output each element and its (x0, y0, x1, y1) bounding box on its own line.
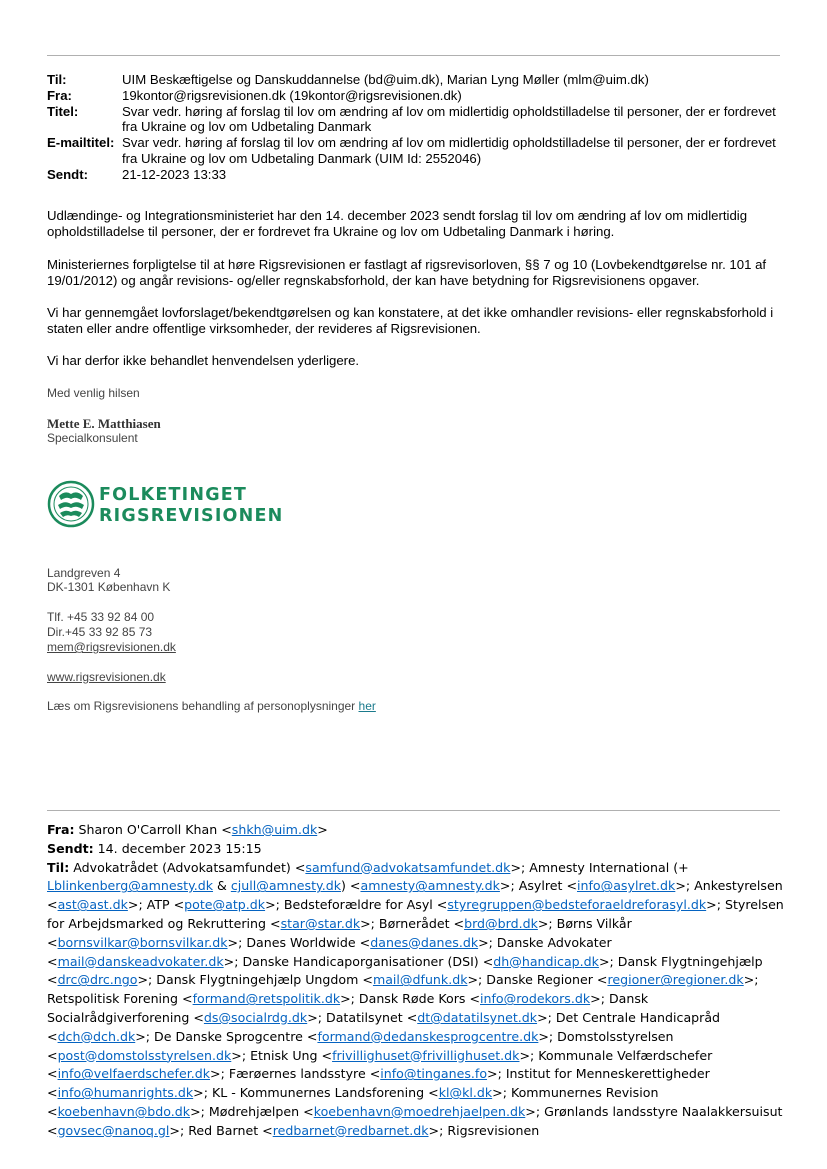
recipient-text: >; Børns Vilkår < (47, 915, 632, 950)
forward-from-end: > (317, 822, 328, 837)
forward-from-email[interactable]: shkh@uim.dk (231, 822, 318, 837)
body-paragraph-4: Vi har derfor ikke behandlet henvendelsen yderligere. (47, 353, 360, 368)
recipient-email-link[interactable]: formand@retspolitik.dk (192, 991, 341, 1007)
recipient-email-link[interactable]: koebenhavn@bdo.dk (57, 1103, 191, 1119)
recipient-text: >; Institut for Menneskerettigheder < (47, 1066, 710, 1101)
to-row (47, 72, 787, 88)
recipient-email-link[interactable]: redbarnet@redbarnet.dk (272, 1122, 429, 1138)
recipient-text: >; Mødrehjælpen < (190, 1103, 314, 1119)
recipient-email-link[interactable]: bornsvilkar@bornsvilkar.dk (57, 934, 228, 950)
recipient-text: >; Kommunale Velfærdschefer < (47, 1047, 713, 1082)
recipient-email-link[interactable]: drc@drc.ngo (57, 972, 138, 988)
title-value: Svar vedr. høring af forslag til lov om ændring af lov om midlertidig opholdstilladelse til personer, der er fordrevet fra Ukraine og lov om Udbetaling Danmark (122, 103, 776, 135)
recipient-email-link[interactable]: cjull@amnesty.dk (230, 878, 342, 894)
recipient-email-link[interactable]: danes@danes.dk (370, 934, 479, 950)
body-paragraph-1: Udlændinge- og Integrationsministeriet har den 14. december 2023 sendt forslag til lov om ændring af lov om midlertidig opholdstilladelse til personer, der er fordrevet fra Ukraine og lov om Udbetaling Danmark i høring. (47, 208, 748, 239)
privacy-text: Læs om Rigsrevisionens behandling af personoplysninger (47, 699, 359, 713)
recipient-text: >; Børnerådet < (360, 915, 465, 931)
forward-from-label: Fra: (47, 822, 75, 837)
recipient-email-link[interactable]: regioner@regioner.dk (607, 972, 744, 988)
forward-divider (47, 810, 780, 811)
body-paragraph-3: Vi har gennemgået lovforslaget/bekendtgørelsen og kan konstatere, at det ikke omhandler revisions- eller regnskabsforhold i staten eller andre offentlige virksomheder, der revideres af Rigsrevisionen. (47, 305, 774, 336)
title-label: Titel: (47, 103, 79, 119)
from-label: Fra: (47, 87, 72, 103)
forward-sent-value: 14. december 2023 15:15 (93, 840, 262, 856)
recipient-email-link[interactable]: dch@dch.dk (57, 1028, 136, 1044)
recipient-text: >; Red Barnet < (169, 1122, 273, 1138)
privacy-notice (47, 699, 376, 713)
greeting: Med venlig hilsen (47, 386, 140, 400)
signer-email-link[interactable]: mem@rigsrevisionen.dk (47, 640, 176, 654)
recipient-email-link[interactable]: pote@atp.dk (184, 897, 266, 913)
recipient-text: >; Asylret < (499, 878, 577, 894)
address-city: DK-1301 København K (47, 580, 171, 594)
recipient-email-link[interactable]: dh@handicap.dk (493, 953, 599, 969)
recipient-text: >; Danske Handicaporganisationer (DSI) < (223, 953, 494, 969)
forward-to-label: Til: (47, 859, 70, 875)
body-paragraph-2: Ministeriernes forpligtelse til at høre Rigsrevisionen er fastlagt af rigsrevisorloven, §§ 7 og 10 (Lovbekendtgørelse nr. 101 af 19/01/2012) og angår revisions- og/eller regnskabsforhold, der kan have betydning for Rigsrevisionens opgaver. (47, 257, 767, 288)
phone-number: Tlf. +45 33 92 84 00 (47, 610, 155, 624)
recipient-text: >; Bedsteforældre for Asyl < (265, 897, 448, 913)
email-title-value: Svar vedr. høring af forslag til lov om ændring af lov om midlertidig opholdstilladelse til personer, der er fordrevet fra Ukraine og lov om Udbetaling Danmark (UIM Id: 2552046) (122, 135, 776, 166)
recipient-text: >; Dansk Flygtningehjælp < (47, 953, 763, 988)
forward-from-line (47, 821, 787, 840)
recipient-email-link[interactable]: dt@datatilsynet.dk (417, 1009, 538, 1025)
recipient-email-link[interactable]: star@star.dk (280, 915, 361, 931)
recipient-email-link[interactable]: post@domstolsstyrelsen.dk (57, 1047, 232, 1063)
recipient-email-link[interactable]: govsec@nanoq.gl (57, 1122, 170, 1138)
recipient-email-link[interactable]: mail@dfunk.dk (372, 972, 468, 988)
website-link-wrap (47, 670, 166, 684)
forward-sent-line (47, 840, 787, 859)
recipient-email-link[interactable]: ds@socialrdg.dk (203, 1009, 308, 1025)
recipient-trailing: >; Rigsrevisionen (428, 1122, 540, 1138)
forward-sent-label: Sendt: (47, 840, 94, 856)
signer-name: Mette E. Matthiasen (47, 416, 161, 431)
recipient-text: >; Kommunernes Revision < (47, 1085, 659, 1119)
crest-icon (47, 480, 95, 528)
website-link[interactable]: www.rigsrevisionen.dk (47, 670, 166, 684)
rigsrevisionen-logo (47, 480, 287, 532)
email-link-wrap (47, 640, 176, 654)
recipient-email-link[interactable]: frivillighuset@frivillighuset.dk (332, 1047, 520, 1063)
recipient-text: >; Færøernes landsstyre < (210, 1066, 381, 1082)
recipient-email-link[interactable]: formand@dedanskesprogcentre.dk (317, 1028, 539, 1044)
recipient-email-link[interactable]: kl@kl.dk (438, 1085, 493, 1101)
recipient-text: >; Datatilsynet < (307, 1009, 418, 1025)
recipient-text: >; Grønlands landsstyre Naalakkersuisut < (47, 1103, 783, 1138)
recipient-email-link[interactable]: info@rodekors.dk (480, 991, 591, 1007)
sent-row (47, 167, 787, 183)
direct-phone: Dir.+45 33 92 85 73 (47, 625, 153, 639)
title-row (47, 104, 787, 136)
forward-from-name: Sharon O'Carroll Khan < (74, 822, 232, 837)
email-title-label: E-mailtitel: (47, 135, 115, 151)
recipient-text: >; Danes Worldwide < (227, 934, 371, 950)
recipient-text: >; KL - Kommunernes Landsforening < (193, 1085, 439, 1101)
to-value: UIM Beskæftigelse og Danskuddannelse (bd@uim.dk), Marian Lyng Møller (mlm@uim.dk) (122, 72, 649, 87)
sent-value: 21-12-2023 13:33 (122, 166, 227, 182)
recipient-text: Advokatrådet (Advokatsamfundet) < (69, 859, 306, 875)
recipient-text: >; Amnesty International (+ (510, 859, 689, 875)
recipient-email-link[interactable]: samfund@advokatsamfundet.dk (305, 859, 511, 875)
recipient-text: >; Dansk Røde Kors < (340, 991, 480, 1007)
top-divider (47, 55, 780, 56)
recipient-email-link[interactable]: info@tinganes.fo (380, 1066, 488, 1082)
recipient-email-link[interactable]: info@humanrights.dk (57, 1085, 194, 1101)
recipient-text: >; Danske Advokater < (47, 934, 612, 969)
address-street: Landgreven 4 (47, 566, 121, 580)
recipient-text: >; Dansk Socialrådgiverforening < (47, 991, 649, 1025)
recipient-text: ) < (341, 878, 361, 894)
recipient-text: >; Domstolsstyrelsen < (47, 1028, 674, 1063)
email-title-row (47, 135, 787, 167)
recipient-email-link[interactable]: brd@brd.dk (464, 915, 538, 931)
recipient-email-link[interactable]: koebenhavn@moedrehjaelpen.dk (313, 1103, 526, 1119)
from-value: 19kontor@rigsrevisionen.dk (19kontor@rigsrevisionen.dk) (122, 87, 462, 103)
from-row (47, 88, 787, 104)
recipient-email-link[interactable]: info@asylret.dk (577, 878, 676, 894)
email-header (47, 72, 787, 183)
recipient-email-link[interactable]: amnesty@amnesty.dk (360, 878, 500, 894)
logo-line-1: FOLKETINGET (99, 485, 248, 505)
recipient-text: >; Etnisk Ung < (231, 1047, 333, 1063)
logo-wordmark (99, 485, 283, 527)
recipient-text: & (213, 878, 231, 894)
privacy-link[interactable]: her (358, 699, 376, 713)
logo-line-2: RIGSREVISIONEN (99, 506, 284, 526)
recipient-text: >; Dansk Flygtningehjælp Ungdom < (137, 972, 373, 988)
recipient-text: >; Danske Regioner < (467, 972, 608, 988)
sent-label: Sendt: (47, 166, 89, 182)
forward-recipients (47, 859, 787, 1141)
recipient-email-link[interactable]: mail@danskeadvokater.dk (57, 953, 224, 969)
recipient-text: >; Styrelsen for Arbejdsmarked og Rekruttering < (47, 897, 784, 931)
recipient-text: >; Ankestyrelsen < (47, 878, 783, 913)
signer-role: Specialkonsulent (47, 431, 138, 445)
recipient-email-link[interactable]: Lblinkenberg@amnesty.dk (47, 878, 214, 894)
recipient-text: >; Retspolitisk Forening < (47, 972, 759, 1007)
forwarded-header (47, 821, 787, 1141)
to-label: Til: (47, 72, 67, 87)
recipient-text: >; De Danske Sprogcentre < (135, 1028, 318, 1044)
recipient-text: >; Det Centrale Handicapråd < (47, 1009, 721, 1044)
recipient-text: >; ATP < (127, 897, 185, 913)
recipient-email-link[interactable]: ast@ast.dk (57, 897, 128, 913)
recipient-email-link[interactable]: styregruppen@bedsteforaeldreforasyl.dk (447, 897, 707, 913)
recipient-email-link[interactable]: info@velfaerdschefer.dk (57, 1066, 211, 1082)
